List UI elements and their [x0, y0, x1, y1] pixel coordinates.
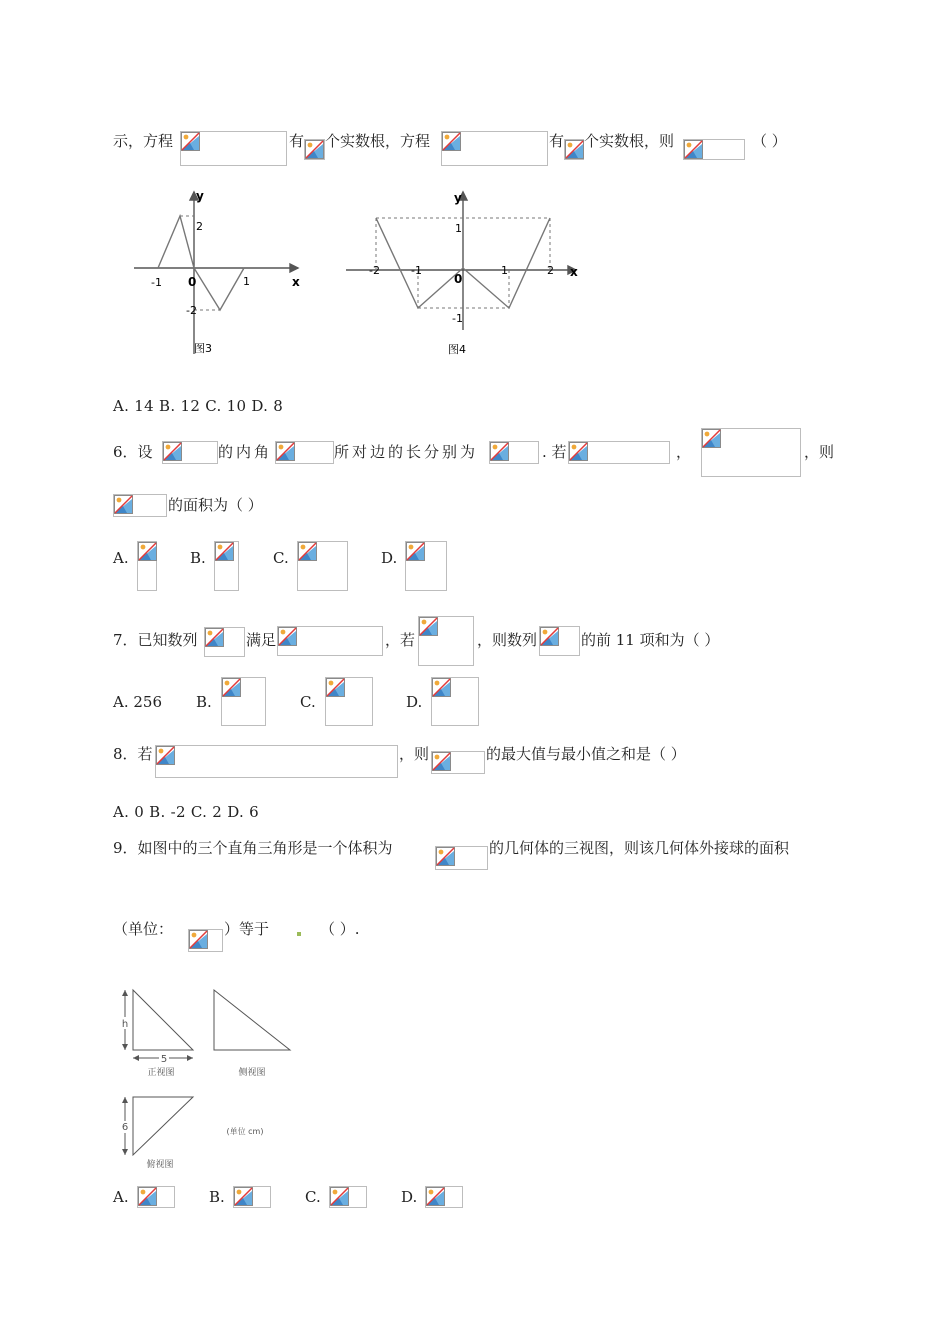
top-view-label: 俯视图: [146, 1160, 174, 1170]
axis-label-y: y: [454, 191, 462, 205]
text-fragment: 的面积为（ ）: [168, 496, 263, 514]
option-c-image: [297, 541, 348, 591]
text-fragment: 所对边的长分别为: [334, 443, 479, 461]
broken-image-icon: [540, 627, 559, 646]
broken-image-icon: [138, 542, 157, 561]
broken-image-icon: [305, 140, 324, 159]
axis-label-y: y: [196, 189, 204, 203]
broken-image-icon: [156, 746, 175, 765]
option-b-label: B.: [196, 693, 212, 711]
math-image: [275, 441, 334, 464]
text-fragment: 个实数根，则: [584, 132, 675, 150]
equation-image: [441, 131, 548, 166]
dot-mark: [297, 932, 301, 936]
broken-image-icon: [432, 752, 451, 771]
math-image: [489, 441, 539, 464]
option-a-image: [137, 541, 157, 591]
option-c-image: [329, 1186, 367, 1208]
dimension-label-6: 6: [121, 1122, 129, 1133]
text-fragment: ，则: [399, 745, 430, 763]
broken-image-icon: [426, 1187, 445, 1206]
broken-image-icon: [189, 930, 208, 949]
broken-image-icon: [432, 678, 451, 697]
front-view-label: 正视图: [147, 1068, 175, 1078]
math-image: [435, 846, 488, 870]
math-image: [683, 139, 745, 160]
broken-image-icon: [181, 132, 200, 151]
option-a-image: [137, 1186, 175, 1208]
option-c-image: [325, 677, 373, 726]
figure-3-graph: [130, 188, 310, 358]
broken-image-icon: [406, 542, 425, 561]
broken-image-icon: [442, 132, 461, 151]
question8-text: 8．若: [113, 745, 153, 763]
math-image: [277, 626, 383, 656]
origin-label: 0: [454, 272, 463, 286]
dimension-label-h: h: [121, 1019, 129, 1030]
text-fragment: . 若: [542, 443, 567, 461]
text-fragment: ，: [676, 443, 692, 461]
broken-image-icon: [276, 442, 295, 461]
figure-caption: 图4: [448, 343, 466, 356]
math-image: [539, 626, 580, 656]
math-image: [304, 139, 325, 160]
broken-image-icon: [330, 1187, 349, 1206]
tick-label: -1: [452, 312, 463, 325]
option-d-label: D.: [406, 693, 423, 711]
option-a-label: A.: [113, 1188, 129, 1206]
option-b-label: B.: [209, 1188, 225, 1206]
three-view-figure: [115, 985, 310, 1175]
broken-image-icon: [205, 628, 224, 647]
math-image: [418, 616, 474, 666]
math-image: [431, 751, 485, 774]
broken-image-icon: [702, 429, 721, 448]
text-fragment: 有: [549, 132, 565, 150]
broken-image-icon: [278, 627, 297, 646]
equation-image: [180, 131, 287, 166]
option-c-label: C.: [273, 549, 289, 567]
broken-image-icon: [138, 1187, 157, 1206]
math-image: [204, 627, 245, 657]
unit-image: [188, 929, 223, 952]
option-b-label: B.: [190, 549, 206, 567]
broken-image-icon: [684, 140, 703, 159]
question6-text: 6．设: [113, 443, 153, 461]
broken-image-icon: [419, 617, 438, 636]
dimension-label-5: 5: [160, 1054, 168, 1065]
figure-caption: 图3: [194, 342, 212, 355]
math-image: [155, 745, 398, 778]
broken-image-icon: [298, 542, 317, 561]
text-fragment: 的最大值与最小值之和是（ ）: [486, 745, 686, 763]
option-d-image: [425, 1186, 463, 1208]
math-image: [162, 441, 218, 464]
math-image: [701, 428, 801, 477]
broken-image-icon: [163, 442, 182, 461]
text-fragment: ，则: [804, 443, 835, 461]
side-view-label: 侧视图: [238, 1068, 266, 1078]
question5-options: A. 14 B. 12 C. 10 D. 8: [113, 397, 284, 415]
axis-label-x: x: [570, 265, 578, 279]
text-fragment: ，若: [385, 631, 416, 649]
option-b-image: [233, 1186, 271, 1208]
tick-label: -1: [411, 264, 422, 277]
broken-image-icon: [565, 140, 584, 159]
option-a-label: A. 256: [113, 693, 162, 711]
tick-label: -2: [186, 304, 197, 317]
broken-image-icon: [490, 442, 509, 461]
math-image: [568, 441, 670, 464]
axis-label-x: x: [292, 275, 300, 289]
math-image: [113, 494, 167, 517]
tick-label: 1: [501, 264, 508, 277]
broken-image-icon: [436, 847, 455, 866]
question7-text: 7．已知数列: [113, 631, 198, 649]
text-fragment: 个实数根，方程: [325, 132, 431, 150]
tick-label: 2: [196, 220, 203, 233]
text-fragment: 的内角: [218, 443, 273, 461]
option-d-image: [431, 677, 479, 726]
broken-image-icon: [222, 678, 241, 697]
option-c-label: C.: [300, 693, 316, 711]
question5-text: 示，方程: [113, 132, 174, 150]
option-b-image: [214, 541, 239, 591]
origin-label: 0: [188, 275, 197, 289]
option-d-label: D.: [381, 549, 398, 567]
question8-options: A. 0 B. -2 C. 2 D. 6: [113, 803, 259, 821]
answer-paren: （ ）: [752, 132, 787, 150]
option-a-label: A.: [113, 549, 129, 567]
broken-image-icon: [569, 442, 588, 461]
math-image: [564, 139, 584, 160]
text-fragment: ）等于: [224, 920, 270, 938]
figure-4-graph: [342, 188, 582, 360]
tick-label: 1: [243, 275, 250, 288]
option-d-label: D.: [401, 1188, 418, 1206]
text-fragment: 的前 11 项和为（ ）: [581, 631, 720, 649]
text-fragment: ，则数列: [477, 631, 538, 649]
tick-label: 1: [455, 222, 462, 235]
broken-image-icon: [234, 1187, 253, 1206]
broken-image-icon: [326, 678, 345, 697]
option-d-image: [405, 541, 447, 591]
option-c-label: C.: [305, 1188, 321, 1206]
broken-image-icon: [215, 542, 234, 561]
unit-note: (单位 cm): [226, 1127, 264, 1136]
tick-label: 2: [547, 264, 554, 277]
text-fragment: 的几何体的三视图，则该几何体外接球的面积: [489, 839, 790, 857]
tick-label: -1: [151, 276, 162, 289]
option-b-image: [221, 677, 266, 726]
text-fragment: 满足: [246, 631, 277, 649]
text-fragment: （单位：: [113, 920, 174, 938]
broken-image-icon: [114, 495, 133, 514]
tick-label: -2: [369, 264, 380, 277]
text-fragment: 有: [289, 132, 305, 150]
question9-text: 9．如图中的三个直角三角形是一个体积为: [113, 839, 393, 857]
answer-paren: （ ）.: [320, 920, 360, 938]
